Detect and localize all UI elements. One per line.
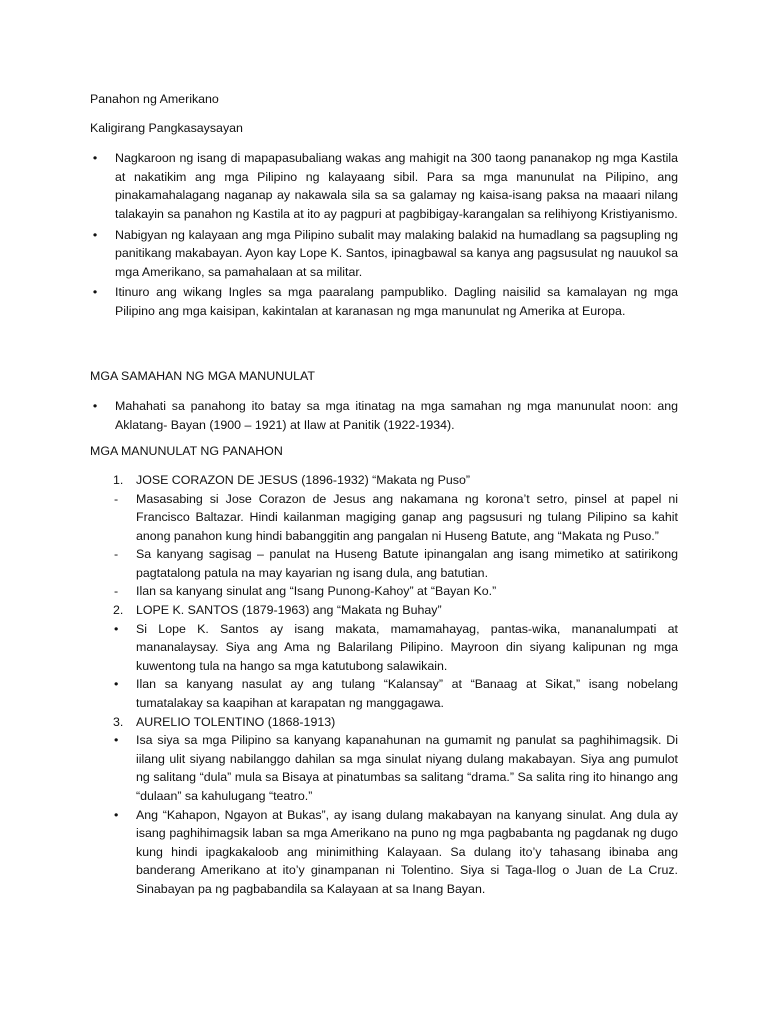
samahan-bullet-item xyxy=(90,397,678,434)
bullet-text: Itinuro ang wikang Ingles sa mga paaralang pampubliko. Dagling naisilid sa kamalayan ng mga Pilipino ang mga kaisipan, kakintalan at karanasan ng mga manunulat ng Amerika at Europa. xyxy=(115,285,678,318)
section-subtitle: Kaligirang Pangkasaysayan xyxy=(90,120,243,135)
manunulat-list-item xyxy=(90,806,678,899)
document-body xyxy=(90,90,678,899)
bullet-mark: • xyxy=(92,285,98,300)
list-item-text: AURELIO TOLENTINO (1868-1913) xyxy=(136,714,336,729)
manunulat-list-item xyxy=(90,620,678,676)
list-item-text: Ilan sa kanyang nasulat ay ang tulang “Kalansay” at “Banaag at Sikat,” isang nobelang tumatalakay sa kaapihan at karapatan ng manggagawa. xyxy=(136,677,678,711)
intro-bullet-list xyxy=(90,149,678,320)
list-marker: - xyxy=(114,547,119,562)
samahan-bullet-list xyxy=(90,397,678,434)
manunulat-list-item xyxy=(90,490,678,546)
list-marker: - xyxy=(114,584,119,599)
bullet-text: Mahahati sa panahong ito batay sa mga itinatag na mga samahan ng mga manunulat noon: ang Aklatang- Bayan (1900 – 1921) at Ilaw at Panitik (1922-1934). xyxy=(115,399,678,432)
manunulat-list xyxy=(90,471,678,899)
list-item-text: Ilan sa kanyang sinulat ang “Isang Punong-Kahoy” at “Bayan Ko.” xyxy=(136,584,497,599)
manunulat-list-item xyxy=(90,601,678,620)
manunulat-list-item xyxy=(90,731,678,805)
list-marker: • xyxy=(114,677,119,692)
list-marker: 2. xyxy=(113,603,124,618)
list-marker: 3. xyxy=(113,714,124,729)
manunulat-list-item xyxy=(90,713,678,732)
bullet-mark: • xyxy=(92,151,98,166)
intro-bullet-item xyxy=(90,226,678,282)
bullet-text: Nagkaroon ng isang di mapapasubaliang wakas ang mahigit na 300 taong pananakop ng mga Kastila at nakatikim ang mga Pilipino ng kalayaang sibil. Para sa mga manunulat na Pilipino, ang pinakamahalagang naganap ay nakawala sila sa sa galamay ng kaisa-isang paksa na maaari nilang talakayin sa panahon ng Kastila at ito ay pagpuri at pagbibigay-karangalan sa relihiyong Kristiyanismo. xyxy=(115,151,678,221)
list-item-text: Si Lope K. Santos ay isang makata, mamamahayag, pantas-wika, mananalumpati at mananalaysay. Siya ang Ama ng Balarilang Pilipino. Mayroon din siyang kalipunan ng mga kuwentong tula na hango sa mga katutubong salawikain. xyxy=(136,621,678,673)
manunulat-heading: MGA MANUNULAT NG PANAHON xyxy=(90,444,283,459)
list-item-text: Ang “Kahapon, Ngayon at Bukas”, ay isang dulang makabayan na kanyang sinulat. Ang dula ay isang paghihimagsik laban sa mga Amerikano na puno ng mga pagbabanta ng pagdanak ng dugo kung hindi ipagkakaloob ang minimithing Kalayaan. Sa dulang ito’y tahasang ibinaba ang banderang Amerikano at ito’y ginampanan ni Tolentino. Siya si Taga-Ilog o Juan de La Cruz. Sinabayan pa ng pagbabandila sa Kalayaan at sa Inang Bayan. xyxy=(136,807,678,896)
manunulat-list-item xyxy=(90,582,678,601)
bullet-text: Nabigyan ng kalayaan ang mga Pilipino subalit may malaking balakid na humadlang sa pagsupling ng panitikang makabayan. Ayon kay Lope K. Santos, ipinagbawal sa kanya ang pagsusulat ng nauukol sa mga Amerikano, sa pamahalaan at sa militar. xyxy=(115,227,678,279)
list-marker: 1. xyxy=(113,472,124,487)
list-item-text: LOPE K. SANTOS (1879-1963) ang “Makata ng Buhay” xyxy=(136,603,442,618)
list-marker: - xyxy=(114,491,119,506)
intro-bullet-item xyxy=(90,283,678,320)
bullet-mark: • xyxy=(92,227,98,242)
samahan-heading: MGA SAMAHAN NG MGA MANUNULAT xyxy=(90,368,315,383)
list-marker: • xyxy=(114,807,119,822)
bullet-mark: • xyxy=(92,399,98,414)
document-title: Panahon ng Amerikano xyxy=(90,92,219,106)
spacer xyxy=(90,323,678,367)
manunulat-list-item xyxy=(90,471,678,490)
intro-bullet-item xyxy=(90,149,678,223)
list-item-text: Sa kanyang sagisag – panulat na Huseng Batute ipinangalan ang isang mimetiko at satirikong pagtatalong patula na may kayarian ng isang dula, ang batutian. xyxy=(136,547,678,580)
manunulat-list-item xyxy=(90,675,678,712)
list-item-text: JOSE CORAZON DE JESUS (1896-1932) “Makata ng Puso” xyxy=(136,472,470,487)
list-marker: • xyxy=(114,733,119,748)
list-marker: • xyxy=(114,621,119,636)
list-item-text: Isa siya sa mga Pilipino sa kanyang kapanahunan na gumamit ng panulat sa paghihimagsik. Di iilang ulit siyang nabilanggo dahilan sa mga sinulat niyang dulang makabayan. Siya ang pumulot ng salitang “dula” mula sa Bisaya at pinatumbas sa salitang “drama.” Sa salita ring ito hinango ang “dulaan” sa kahulugang “teatro.” xyxy=(136,733,678,803)
manunulat-list-item xyxy=(90,545,678,582)
list-item-text: Masasabing si Jose Corazon de Jesus ang nakamana ng korona’t setro, pinsel at papel ni Francisco Baltazar. Hindi kailanman magiging ganap ang pagsusuri ng tulang Pilipino sa kahit anong panahon kung hindi babanggitin ang pangalan ni Huseng Batute, ang “Makata ng Puso.” xyxy=(136,491,678,543)
